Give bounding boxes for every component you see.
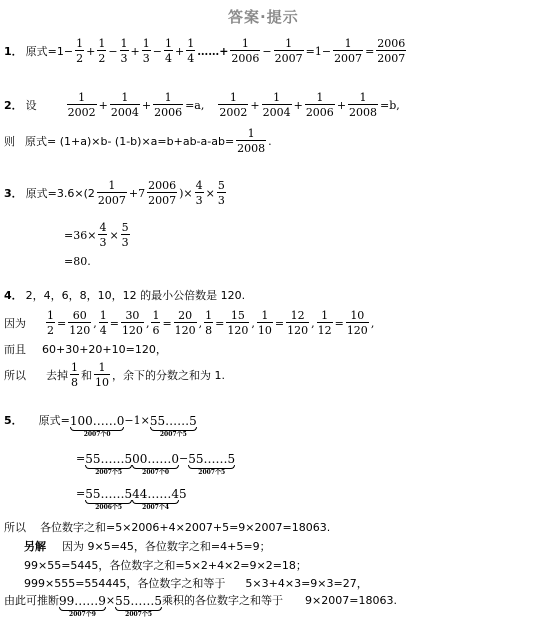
p4-frac: $\frac{1}{8}$ <box>205 309 213 337</box>
p5-end-digit: 5 <box>179 487 187 501</box>
p1-line: 1． 原式=1− $\frac{1}{2}$ + $\frac{1}{2}$ − $\frac{1}{3}$ + $\frac{1}{3}$ − $\frac{1}{4}$ + $\frac{1}{4}$ ……+ $\frac{1}{2006}$ − $\frac{1}{2007}$ =1− $\frac{1}{2007}$ = $\frac{2006}{2007}$ <box>4 37 406 65</box>
p1-frac: $\frac{1}{2}$ <box>98 37 106 65</box>
p5-term: 00……0 2007个0 <box>132 452 180 476</box>
p3-number: 3． <box>4 186 23 200</box>
p3-frac: $\frac{5}{3}$ <box>121 221 129 249</box>
p2-frac: $\frac{1}{2004}$ <box>262 91 291 119</box>
p4-frac: $\frac{60}{120}$ <box>69 309 91 337</box>
p1-frac: $\frac{1}{4}$ <box>187 37 195 65</box>
p5-lead: 原式= <box>38 414 70 427</box>
p5-term: 55……5 2006个5 <box>85 487 133 511</box>
p4-frac: $\frac{1}{12}$ <box>317 309 332 337</box>
p3-frac: $\frac{4}{3}$ <box>99 221 107 249</box>
p5-alt2: 99×55=5445，各位数字之和=5×2+4×2=9×2=18； <box>24 559 307 572</box>
p2-dot: . <box>268 134 272 148</box>
p5-eq: = <box>76 452 86 465</box>
p2-frac: $\frac{1}{2002}$ <box>67 91 96 119</box>
p5-line3 <box>76 488 187 511</box>
p4-so-label: 所以 <box>4 368 26 382</box>
p3-l2: =36× <box>64 228 97 242</box>
p2-then: 则 <box>4 134 15 148</box>
p5-op: − <box>179 452 189 465</box>
p4-and-expr: 60+30+20+10=120， <box>42 343 167 356</box>
p2-result: $\frac{1}{2008}$ <box>237 127 266 155</box>
p4-line4 <box>4 362 225 388</box>
p2-frac: $\frac{1}{2008}$ <box>349 91 378 119</box>
p3-frac: $\frac{5}{3}$ <box>217 179 225 207</box>
p4-frac: $\frac{1}{6}$ <box>152 309 160 337</box>
p5-term: 44……4 2007个4 <box>132 487 180 511</box>
p5-line5 <box>24 541 271 552</box>
p1-frac: $\frac{1}{2007}$ <box>334 37 363 65</box>
p2-a-end: =a, <box>185 98 205 112</box>
p1-frac: $\frac{1}{2}$ <box>76 37 84 65</box>
p2-expr: 原式= (1+a)×b- (1-b)×a=b+ab-a-ab= <box>25 134 235 148</box>
p2-frac: $\frac{1}{2006}$ <box>305 91 334 119</box>
p5-alt1: 因为 9×5=45，各位数字之和=4+5=9； <box>62 540 271 553</box>
p5-infer-res: 9×2007=18063. <box>305 594 397 607</box>
p3-line2 <box>64 222 132 248</box>
p4-frac: $\frac{15}{120}$ <box>227 309 249 337</box>
p4-frac: $\frac{1}{4}$ <box>99 309 107 337</box>
p4-and: 和 <box>81 368 92 382</box>
p4-line2: 因为 $\frac{1}{2}$ = $\frac{60}{120}$ , $\frac{1}{4}$ = $\frac{30}{120}$ , $\frac{1}{6}$ = $\frac{20}{120}$ , $\frac{1}{8}$ = $\frac{15}{120}$ , $\frac{1}{10}$ = $\frac{12}{120}$ , $\frac{1}{12}$ = $\frac{10}{120}$ , <box>4 309 375 337</box>
p5-line4 <box>4 522 330 533</box>
p1-frac: $\frac{1}{2006}$ <box>231 37 260 65</box>
p5-line1 <box>4 415 197 438</box>
p4-frac: $\frac{30}{120}$ <box>121 309 143 337</box>
p3-times: × <box>109 228 119 242</box>
p4-remove: 去掉 <box>46 368 68 382</box>
p1-number: 1． <box>4 44 23 58</box>
p5-line6 <box>24 560 307 571</box>
p4-number: 4． <box>4 289 23 302</box>
p4-line1 <box>4 290 245 301</box>
p2-frac: $\frac{1}{2006}$ <box>154 91 183 119</box>
p2-frac: $\frac{1}{2004}$ <box>110 91 139 119</box>
p3-frac: $\frac{4}{3}$ <box>195 179 203 207</box>
p2-line2 <box>4 128 272 154</box>
p5-alt3b: 5×3+4×3=9×3=27， <box>245 577 368 590</box>
p2-number: 2． <box>4 98 23 112</box>
p4-because: 因为 <box>4 316 26 330</box>
p2-frac: $\frac{1}{2002}$ <box>219 91 248 119</box>
p5-term: 100……0 2007个0 <box>69 414 125 438</box>
page-title: 答案·提示 <box>228 8 299 26</box>
p2-line1: 2． 设 $\frac{1}{2002}$ + $\frac{1}{2004}$ + $\frac{1}{2006}$ =a, $\frac{1}{2002}$ + $\frac{1}{2004}$ + $\frac{1}{2006}$ + $\frac{1}{2008}$ =b, <box>4 91 400 119</box>
p5-alt3: 999×555=554445，各位数字之和等于 <box>24 577 226 590</box>
p5-infer-tail: 乘积的各位数字之和等于 <box>162 594 284 607</box>
p4-frac: $\frac{12}{120}$ <box>287 309 309 337</box>
p1-result: $\frac{2006}{2007}$ <box>377 37 406 65</box>
p5-number: 5． <box>4 414 23 427</box>
p4-frac: $\frac{1}{10}$ <box>257 309 272 337</box>
p5-line2 <box>76 453 235 476</box>
p3-line1 <box>4 180 228 206</box>
p4-frac: $\frac{1}{2}$ <box>47 309 54 337</box>
p5-alt-label: 另解 <box>24 540 46 553</box>
p1-frac: $\frac{1}{2007}$ <box>274 37 303 65</box>
p5-line7 <box>24 578 368 589</box>
p5-term: 55……5 2007个5 <box>149 414 197 438</box>
p4-line3 <box>4 344 167 355</box>
p4-tail: ，余下的分数之和为 1. <box>112 368 225 382</box>
p5-term: 55……5 2007个5 <box>115 594 163 618</box>
p1-frac: $\frac{1}{3}$ <box>142 37 150 65</box>
p5-term: 55……5 2007个5 <box>85 452 133 476</box>
p5-so-expr: 各位数字之和=5×2006+4×2007+5=9×2007=18063. <box>40 521 331 534</box>
p1-dots: ……+ <box>197 44 229 58</box>
p5-term: 99……9 2007个9 <box>59 594 106 618</box>
p3-times: × <box>205 186 215 200</box>
p5-so: 所以 <box>4 521 26 534</box>
p4-lead: 2，4，6，8，10，12 的最小公倍数是 120. <box>25 289 246 302</box>
p5-line8 <box>4 595 397 618</box>
p3-line3 <box>64 256 91 267</box>
p1-mid: =1− <box>305 44 332 58</box>
p5-times: × <box>105 594 116 607</box>
p4-and-label: 而且 <box>4 343 26 356</box>
p3-l3: =80. <box>64 255 91 268</box>
p5-term: 55……5 2007个5 <box>188 452 236 476</box>
p3-lead: 原式=3.6×(2 <box>25 186 95 200</box>
p4-frac: $\frac{20}{120}$ <box>174 309 196 337</box>
p3-frac: $\frac{2006}{2007}$ <box>148 179 177 207</box>
p4-frac: $\frac{1}{10}$ <box>95 361 109 389</box>
p2-b-end: =b, <box>380 98 400 112</box>
p1-lead: 原式=1− <box>25 44 74 58</box>
p2-lead: 设 <box>25 98 37 112</box>
p3-close: )× <box>179 186 193 200</box>
p4-frac: $\frac{10}{120}$ <box>346 309 368 337</box>
p5-op: −1× <box>124 414 150 427</box>
p5-infer: 由此可推断 <box>4 594 59 607</box>
p4-frac: $\frac{1}{8}$ <box>71 361 78 389</box>
p5-eq: = <box>76 487 86 500</box>
p1-frac: $\frac{1}{4}$ <box>164 37 172 65</box>
p3-plus: +7 <box>128 186 146 200</box>
p1-frac: $\frac{1}{3}$ <box>120 37 128 65</box>
p3-frac: $\frac{1}{2007}$ <box>97 179 126 207</box>
